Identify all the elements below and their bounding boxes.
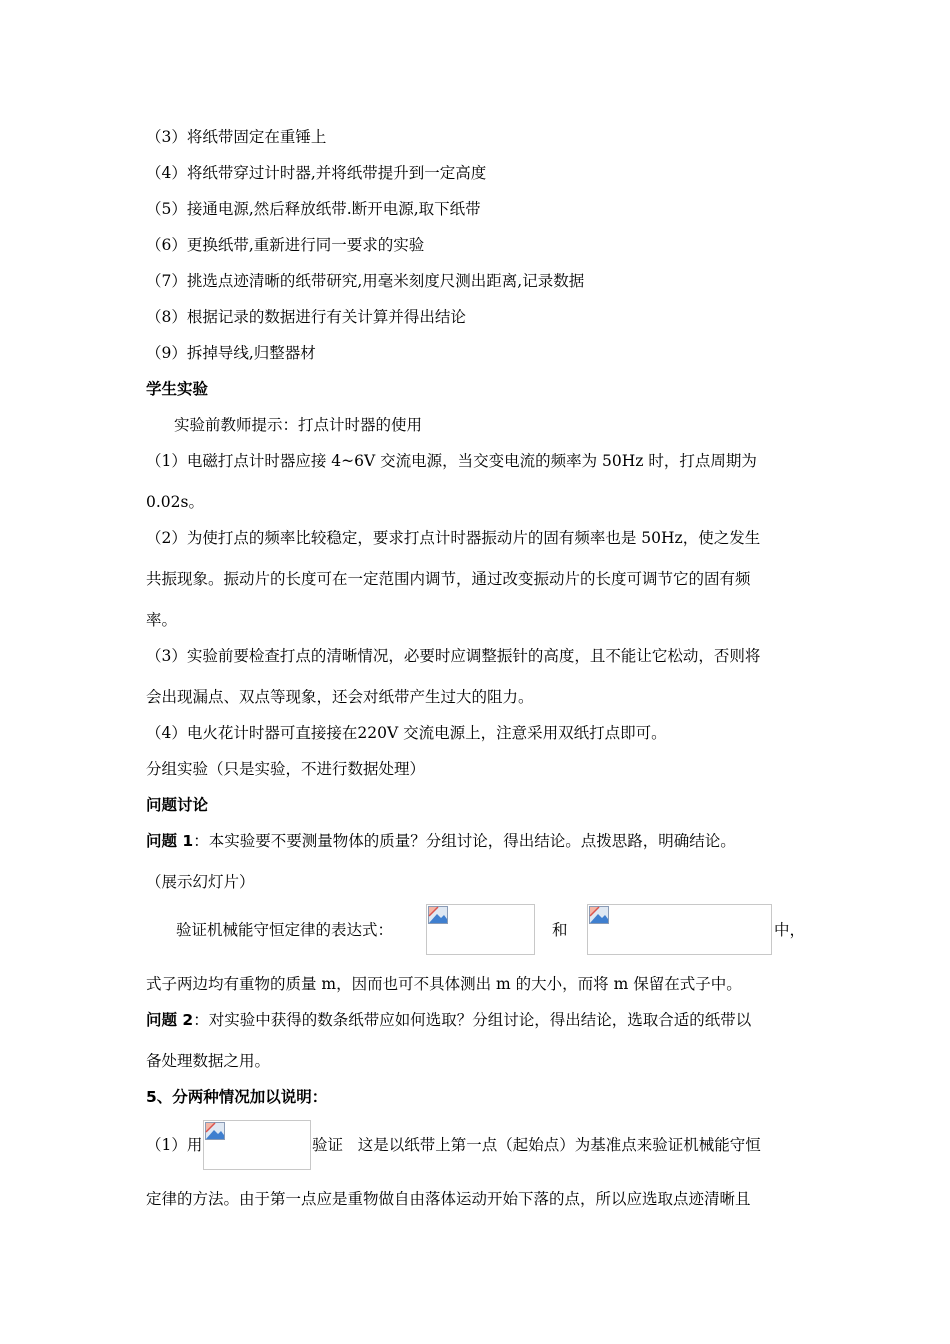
broken-image-icon <box>589 906 609 924</box>
question-2 <box>146 1010 751 1030</box>
step-6: （6）更换纸带,重新进行同一要求的实验 <box>146 236 425 254</box>
section-5-heading: 5、分两种情况加以说明： <box>146 1088 328 1106</box>
tip-1-line-1: （1）电磁打点计时器应接 4~6V 交流电源，当交变电流的频率为 50Hz 时，打点周期为 <box>146 452 757 470</box>
expression-prefix: 验证机械能守恒定律的表达式： <box>176 921 394 939</box>
case-1-prefix: （1）用 <box>146 1136 203 1154</box>
question-1-label: 问题 1 <box>146 832 194 850</box>
tip-4: （4）电火花计时器可直接接在220V 交流电源上，注意采用双纸打点即可。 <box>146 724 667 742</box>
formula-image-2 <box>587 904 772 955</box>
teacher-tip: 实验前教师提示：打点计时器的使用 <box>174 416 423 434</box>
section-heading-discussion: 问题讨论 <box>146 796 209 814</box>
step-8: （8）根据记录的数据进行有关计算并得出结论 <box>146 308 466 326</box>
case-1-line-2: 定律的方法。由于第一点应是重物做自由落体运动开始下落的点，所以应选取点迹清晰且 <box>146 1190 751 1208</box>
tip-2-line-1: （2）为使打点的频率比较稳定，要求打点计时器振动片的固有频率也是 50Hz，使之发生 <box>146 529 761 547</box>
expression-suffix: 中， <box>774 921 806 939</box>
step-9: （9）拆掉导线,归整器材 <box>146 344 316 362</box>
tip-2-line-3: 率。 <box>146 611 178 629</box>
tip-1-line-2: 0.02s。 <box>146 493 204 511</box>
tip-3-line-2: 会出现漏点、双点等现象，还会对纸带产生过大的阻力。 <box>146 688 534 706</box>
broken-image-icon <box>205 1122 225 1140</box>
tip-3-line-1: （3）实验前要检查打点的清晰情况，必要时应调整振针的高度，且不能让它松动，否则将 <box>146 647 761 665</box>
mass-note: 式子两边均有重物的质量 m，因而也可不具体测出 m 的大小，而将 m 保留在式子中。 <box>146 975 742 993</box>
formula-image-3 <box>203 1120 311 1170</box>
group-experiment: 分组实验（只是实验，不进行数据处理） <box>146 760 426 778</box>
section-heading-student-experiment: 学生实验 <box>146 380 209 398</box>
step-4: （4）将纸带穿过计时器,并将纸带提升到一定高度 <box>146 164 487 182</box>
question-2-line-2: 备处理数据之用。 <box>146 1052 271 1070</box>
question-1-text: ：本实验要不要测量物体的质量？分组讨论，得出结论。点拨思路，明确结论。 <box>193 832 736 850</box>
step-7: （7）挑选点迹清晰的纸带研究,用毫米刻度尺测出距离,记录数据 <box>146 272 585 290</box>
question-2-text: ：对实验中获得的数条纸带应如何选取？分组讨论，得出结论，选取合适的纸带以 <box>193 1011 752 1029</box>
question-1 <box>146 831 736 851</box>
step-3: （3）将纸带固定在重锤上 <box>146 128 327 146</box>
formula-image-1 <box>426 904 535 955</box>
expression-and: 和 <box>552 921 568 939</box>
case-1-suffix: 验证 这是以纸带上第一点（起始点）为基准点来验证机械能守恒 <box>312 1136 761 1154</box>
question-2-label: 问题 2 <box>146 1011 194 1029</box>
tip-2-line-2: 共振现象。振动片的长度可在一定范围内调节，通过改变振动片的长度可调节它的固有频 <box>146 570 751 588</box>
broken-image-icon <box>428 906 448 924</box>
question-1-line-2: （展示幻灯片） <box>146 873 255 891</box>
step-5: （5）接通电源,然后释放纸带.断开电源,取下纸带 <box>146 200 481 218</box>
